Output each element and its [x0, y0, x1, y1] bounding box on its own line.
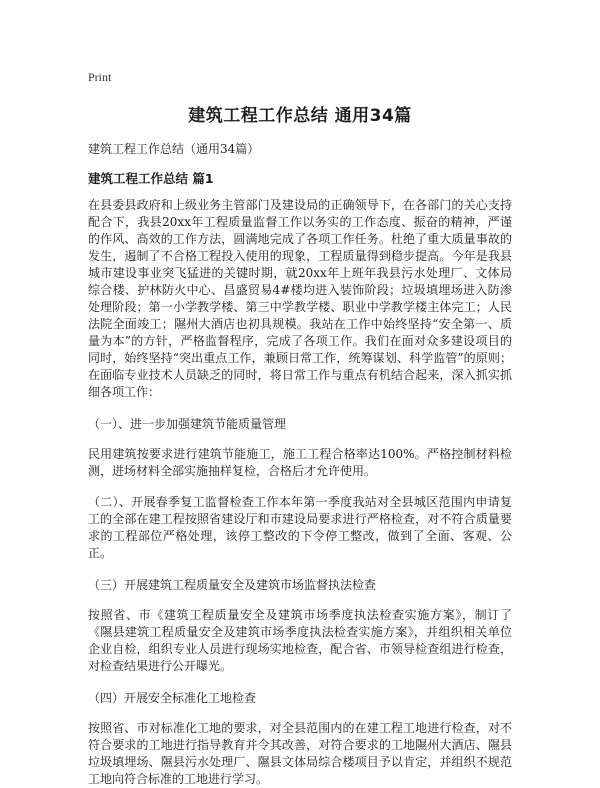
intro-paragraph: 在县委县政府和上级业务主管部门及建设局的正确领导下，在各部门的关心支持配合下，我县20xx年工程质量监督工作以务实的工作态度、振奋的精神，严谨的作风、高效的工作方法，圆满地完成了各项工作任务。杜绝了重大质量事故的发生，遏制了不合格工程投入使用的现象，工程质量得到稳步提高。今年是我县城市建设事业突飞猛进的关键时期，就20xx年上班年我县污水处理厂、文体局综合楼、护林防火中心、昌盛贸易4#楼均进入装饰阶段；垃圾填埋场进入防渗处理阶段；第一小学教学楼、第三中学教学楼、职业中学教学楼主体完工；人民法院全面竣工；隰州大酒店也初具规模。我站在工作中始终坚持“安全第一、质量为本”的方针，严格监督程序，完成了各项工作。我们在面对众多建设项目的同时，始终坚持“突出重点工作，兼顾日常工作，统筹谋划、科学监管”的原则；在面临专业技术人员缺乏的同时，将日常工作与重点有机结合起来，深入抓实抓细各项工作： — [88, 198, 512, 399]
section-heading: 建筑工程工作总结 篇1 — [88, 171, 214, 186]
item1-heading: （一）、进一步加强建筑节能质量管理 — [88, 417, 287, 431]
item3-heading: （三）开展建筑工程质量安全及建筑市场监督执法检查 — [88, 578, 377, 592]
item4-heading: （四）开展安全标准化工地检查 — [88, 691, 257, 705]
document-title: 建筑工程工作总结 通用34篇 — [188, 106, 412, 126]
item4-paragraph: 按照省、市对标准化工地的要求，对全县范围内的在建工程工地进行检查，对不符合要求的工地进行指导教育并令其改善，对符合要求的工地隰州大酒店、隰县垃圾填埋场、隰县污水处理厂、隰县文体局综合楼项目予以肯定，并组织不规范工地向符合标准的工地进行学习。 — [88, 721, 512, 786]
document-subtitle: 建筑工程工作总结（通用34篇） — [88, 142, 260, 156]
item3-paragraph: 按照省、市《建筑工程质量安全及建筑市场季度执法检查实施方案》，制订了《隰县建筑工程质量安全及建筑市场季度执法检查实施方案》，并组织相关单位企业自检，组织专业人员进行现场实地检查，配合省、市领导检查组进行检查，对检查结果进行公开曝光。 — [88, 608, 512, 673]
item1-paragraph: 民用建筑按要求进行建筑节能施工，施工工程合格率达100%。严格控制材料检测，进场材料全部实施抽样复检，合格后才允许使用。 — [88, 447, 512, 478]
item2-paragraph: （二）、开展春季复工监督检查工作本年第一季度我站对全县城区范围内申请复工的全部在建工程按照省建设厅和市建设局要求进行严格检查，对不符合质量要求的工程部位严格处理，该停工整改的下令停工整改，做到了全面、客观、公正。 — [88, 495, 512, 560]
print-label: Print — [88, 70, 112, 84]
